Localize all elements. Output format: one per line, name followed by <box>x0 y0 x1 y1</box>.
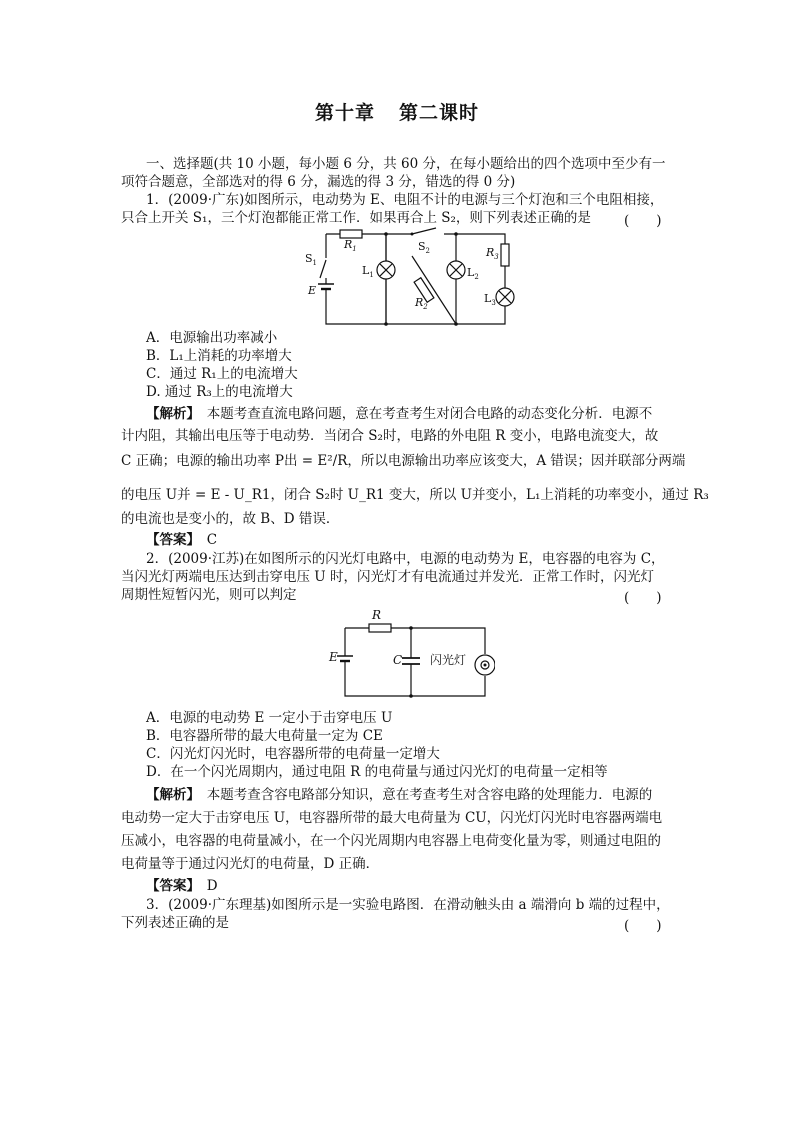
q3-stem-line1: 3．(2009·广东理基)如图所示是一实验电路图．在滑动触头由 a 端滑向 b 端的过程中， <box>146 897 670 913</box>
q1-label-r2: $R_2$ <box>415 296 428 311</box>
q2-answer-label: 【答案】 <box>146 878 194 894</box>
q2-analysis-line3: 压减小，电容器的电荷量减小，在一个闪光周期内电容器上电荷变化量为零，则通过电阻的 <box>121 833 661 849</box>
q1-label-s1: $S_1$ <box>305 252 318 267</box>
q2-analysis-label: 【解析】 <box>146 787 194 803</box>
q2-option-c: C．闪光灯闪光时，电容器所带的电荷量一定增大 <box>146 746 440 762</box>
q1-label-s2: $S_2$ <box>418 240 431 255</box>
q1-answer-blank: ( ) <box>624 213 662 229</box>
q1-analysis-line3: C 正确；电源的输出功率 P出 = E²/R，所以电源输出功率应该变大，A 错误；因并联部分两端 <box>121 453 686 469</box>
q2-analysis-line2: 电动势一定大于击穿电压 U，电容器所带的最大电荷量为 CU，闪光灯闪光时电容器两端电 <box>121 810 663 826</box>
q2-answer-blank: ( ) <box>624 590 662 606</box>
q1-label-l1: $L_1$ <box>362 264 374 279</box>
q2-circuit-diagram <box>325 606 495 702</box>
q1-analysis-line1: 【解析】 本题考查直流电路问题，意在考查考生对闭合电路的动态变化分析．电源不 <box>146 406 653 422</box>
q1-label-l2: $L_2$ <box>467 266 479 281</box>
q1-stem-line1: 1．(2009·广东)如图所示，电动势为 E、电阻不计的电源与三个灯泡和三个电阻相接， <box>146 192 664 208</box>
q2-stem-line2: 当闪光灯两端电压达到击穿电压 U 时，闪光灯才有电流通过并发光．正常工作时，闪光灯 <box>121 569 654 585</box>
q1-label-r1: $R_1$ <box>344 238 357 253</box>
q1-option-d: D. 通过 R₃上的电流增大 <box>146 384 293 400</box>
q1-label-r3: $R_3$ <box>486 246 499 261</box>
q1-analysis-line5: 的电流也是变小的，故 B、D 错误． <box>121 511 340 527</box>
q1-analysis-line2: 计内阻，其输出电压等于电动势．当闭合 S₂时，电路的外电阻 R 变小，电路电流变大，故 <box>121 428 659 444</box>
q2-label-r: R <box>372 608 382 622</box>
page-title: 第十章 第二课时 <box>314 102 480 124</box>
q1-label-l3: $L_3$ <box>484 292 496 307</box>
q2-label-c: C <box>393 653 403 667</box>
q1-answer-label: 【答案】 <box>146 532 194 548</box>
q2-answer: 【答案】 D <box>146 878 218 894</box>
q1-option-c: C．通过 R₁上的电流增大 <box>146 366 298 382</box>
q1-label-e: E <box>308 284 317 297</box>
q1-option-b: B．L₁上消耗的功率增大 <box>146 348 292 364</box>
q2-label-e: E <box>329 650 338 664</box>
q3-answer-blank: ( ) <box>624 918 662 934</box>
q2-stem-line1: 2．(2009·江苏)在如图所示的闪光灯电路中，电源的电动势为 E，电容器的电容为 C， <box>146 551 665 567</box>
q1-circuit-diagram <box>300 226 525 328</box>
q2-option-b: B．电容器所带的最大电荷量一定为 CE <box>146 728 383 744</box>
q2-label-lamp: 闪光灯 <box>430 653 467 667</box>
q1-analysis-label: 【解析】 <box>146 406 194 422</box>
q2-option-a: A．电源的电动势 E 一定小于击穿电压 U <box>146 710 393 726</box>
q3-stem-line2: 下列表述正确的是 <box>121 915 229 931</box>
section-intro-line2: 项符合题意，全部选对的得 6 分，漏选的得 3 分，错选的得 0 分) <box>121 174 516 190</box>
section-intro-line1: 一、选择题(共 10 小题，每小题 6 分，共 60 分，在每小题给出的四个选项中至少有一 <box>146 156 666 172</box>
q1-answer: 【答案】 C <box>146 532 218 548</box>
q2-analysis-line4: 电荷量等于通过闪光灯的电荷量，D 正确． <box>121 856 380 872</box>
q1-analysis-line4: 的电压 U并 = E - U_R1，闭合 S₂时 U_R1 变大，所以 U并变小，L₁上消耗的功率变小，通过 R₃ <box>121 487 709 503</box>
q1-stem-line2: 只合上开关 S₁，三个灯泡都能正常工作．如果再合上 S₂，则下列表述正确的是 <box>121 210 591 226</box>
q2-stem-line3: 周期性短暂闪光，则可以判定 <box>121 587 297 603</box>
q1-option-a: A．电源输出功率减小 <box>146 330 278 346</box>
q2-analysis-line1: 【解析】 本题考查含容电路部分知识，意在考查考生对含容电路的处理能力．电源的 <box>146 787 653 803</box>
q2-option-d: D．在一个闪光周期内，通过电阻 R 的电荷量与通过闪光灯的电荷量一定相等 <box>146 764 608 780</box>
